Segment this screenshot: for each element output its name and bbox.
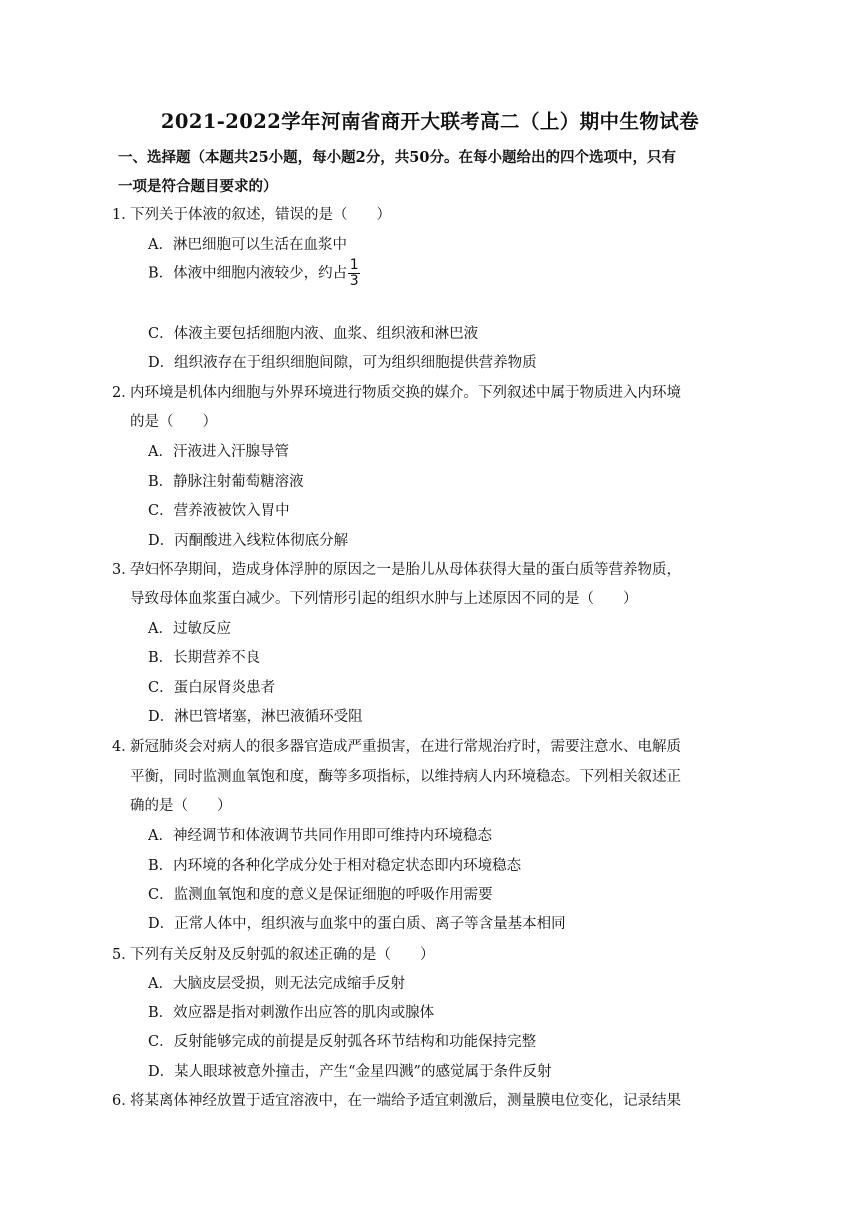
question-1-option [148, 230, 347, 260]
question-5-stem-line [112, 940, 736, 970]
fraction [348, 258, 360, 289]
question-6-stem-line [112, 1086, 736, 1116]
question-stem-text: 的是（ ） [130, 414, 217, 430]
section-heading-line-2: 一项是符合题目要求的） [118, 178, 278, 195]
question-5-option [148, 1057, 551, 1087]
question-3-option [148, 702, 363, 732]
question-stem-text: 新冠肺炎会对病人的很多器官造成严重损害，在进行常规治疗时，需要注意水、电解质 [130, 739, 681, 755]
option-text: C．营养液被饮入胃中 [148, 503, 290, 519]
question-4-option [148, 851, 521, 881]
question-1-option [148, 348, 537, 378]
question-2-option [148, 496, 290, 526]
question-stem-text: 确的是（ ） [130, 798, 232, 814]
option-text: A．神经调节和体液调节共同作用即可维持内环境稳态 [148, 828, 492, 844]
fraction-numerator: 1 [349, 257, 359, 273]
question-5-option [148, 998, 434, 1028]
option-text: D．丙酮酸进入线粒体彻底分解 [148, 533, 349, 549]
option-text: C．反射能够完成的前提是反射弧各环节结构和功能保持完整 [148, 1034, 537, 1050]
question-number: 4． [112, 739, 136, 755]
question-2-option [148, 526, 348, 556]
question-3-option [148, 614, 231, 644]
option-text: C．蛋白尿肾炎患者 [148, 680, 276, 696]
option-text: B．内环境的各种化学成分处于相对稳定状态即内环境稳态 [148, 858, 522, 874]
question-4-option [148, 909, 566, 939]
question-5-option [148, 969, 405, 999]
document-title: 2021-2022学年河南省商开大联考高二（上）期中生物试卷 [160, 110, 700, 133]
question-4-option [148, 880, 493, 910]
question-4-option [148, 821, 492, 851]
question-number: 6． [112, 1093, 136, 1109]
question-stem-text: 下列有关反射及反射弧的叙述正确的是（ ） [130, 947, 435, 963]
question-stem-text: 孕妇怀孕期间，造成身体浮肿的原因之一是胎儿从母体获得大量的蛋白质等营养物质， [130, 562, 681, 578]
question-number: 2． [112, 385, 136, 401]
question-1-option [148, 258, 360, 289]
option-text: A．过敏反应 [148, 621, 231, 637]
question-2-option [148, 467, 304, 497]
option-text: D．正常人体中，组织液与血浆中的蛋白质、离子等含量基本相同 [148, 916, 566, 932]
option-text: B．体液中细胞内液较少，约占 [148, 265, 348, 282]
question-3-option [148, 643, 260, 673]
question-1-stem-line [112, 200, 736, 230]
option-text: D．组织液存在于组织细胞间隙，可为组织细胞提供营养物质 [148, 355, 537, 371]
option-text: D．某人眼球被意外撞击，产生“金星四溅”的感觉属于条件反射 [148, 1064, 552, 1080]
option-text: B．静脉注射葡萄糖溶液 [148, 474, 304, 490]
question-3-option [148, 673, 275, 703]
option-text: B．长期营养不良 [148, 650, 261, 666]
question-stem-text: 内环境是机体内细胞与外界环境进行物质交换的媒介。下列叙述中属于物质进入内环境 [130, 385, 681, 401]
option-text: D．淋巴管堵塞，淋巴液循环受阻 [148, 709, 363, 725]
question-stem-text: 平衡，同时监测血氧饱和度，酶等多项指标，以维持病人内环境稳态。下列相关叙述正 [130, 769, 681, 785]
question-2-stem-line [112, 378, 736, 408]
question-5-option [148, 1027, 536, 1057]
option-text: A．淋巴细胞可以生活在血浆中 [148, 237, 347, 253]
question-number: 5． [112, 947, 136, 963]
question-4-stem-line [112, 732, 736, 762]
question-4-stem-line [130, 791, 736, 821]
question-3-stem-line [112, 555, 736, 585]
question-2-option [148, 437, 289, 467]
option-text: C．体液主要包括细胞内液、血浆、组织液和淋巴液 [148, 326, 479, 342]
question-stem-text: 下列关于体液的叙述，错误的是（ ） [130, 207, 391, 223]
option-text: C．监测血氧饱和度的意义是保证细胞的呼吸作用需要 [148, 887, 493, 903]
option-text: A．大脑皮层受损，则无法完成缩手反射 [148, 976, 405, 992]
fraction-denominator: 3 [349, 273, 359, 289]
question-stem-text: 导致母体血浆蛋白减少。下列情形引起的组织水肿与上述原因不同的是（ ） [130, 591, 638, 607]
question-number: 3． [112, 562, 136, 578]
question-4-stem-line [130, 762, 736, 792]
question-stem-text: 将某离体神经放置于适宜溶液中，在一端给予适宜刺激后，测量膜电位变化，记录结果 [130, 1093, 681, 1109]
question-1-option [148, 319, 478, 349]
option-text: B．效应器是指对刺激作出应答的肌肉或腺体 [148, 1005, 435, 1021]
option-text: A．汗液进入汗腺导管 [148, 444, 289, 460]
section-heading-line-1: 一、选择题（本题共25小题，每小题2分，共50分。在每小题给出的四个选项中，只有 [118, 149, 676, 166]
question-3-stem-line [130, 584, 736, 614]
question-2-stem-line [130, 407, 736, 437]
question-number: 1． [112, 207, 136, 223]
